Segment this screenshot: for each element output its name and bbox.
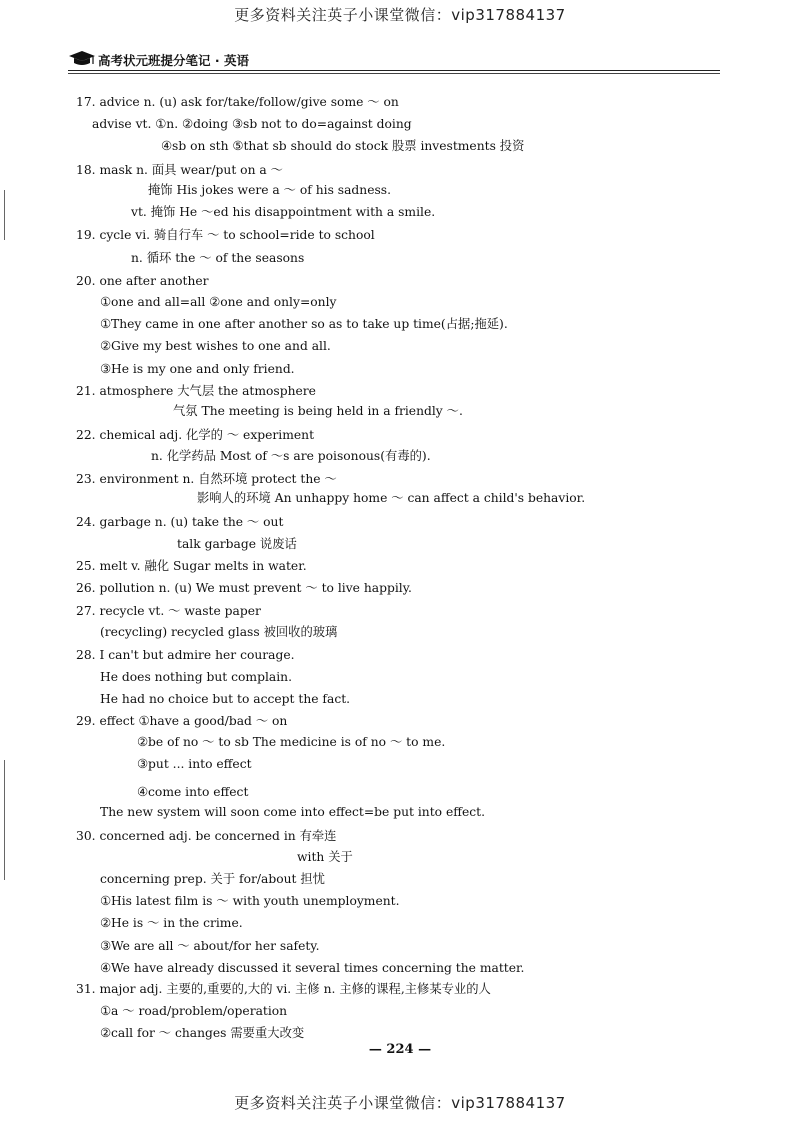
entry-line: 30. concerned adj. be concerned in 有牵连 xyxy=(76,829,337,843)
entry-line: 26. pollution n. (u) We must prevent ～ to live happily. xyxy=(76,581,412,595)
entry-line: 31. major adj. 主要的,重要的,大的 vi. 主修 n. 主修的课程,主修某专业的人 xyxy=(76,982,491,996)
entry-line: ③We are all ～ about/for her safety. xyxy=(100,939,320,953)
entry-line: The new system will soon come into effect=be put into effect. xyxy=(100,805,485,819)
entry-line: 20. one after another xyxy=(76,274,209,288)
watermark-top: 更多资料关注英子小课堂微信：vip317884137 xyxy=(234,6,566,24)
entry-line: talk garbage 说废话 xyxy=(177,537,297,551)
entry-line: 19. cycle vi. 骑自行车 ～ to school=ride to school xyxy=(76,228,375,242)
entry-line: 影响人的环境 An unhappy home ～ can affect a child's behavior. xyxy=(197,491,586,505)
entry-line: 气氛 The meeting is being held in a friendly ～. xyxy=(173,404,463,418)
header-title: 高考状元班提分笔记 · 英语 xyxy=(98,53,249,68)
entry-line: ④come into effect xyxy=(137,785,249,799)
entry-line: ①His latest film is ～ with youth unemployment. xyxy=(100,894,400,908)
entry-line: n. 化学药品 Most of ～s are poisonous(有毒的). xyxy=(151,449,431,463)
entry-line: ①a ～ road/problem/operation xyxy=(100,1004,288,1018)
entry-line: 27. recycle vt. ～ waste paper xyxy=(76,604,261,618)
page-header xyxy=(68,48,720,74)
entry-line: concerning prep. 关于 for/about 担忧 xyxy=(100,872,325,886)
entry-line: 29. effect ①have a good/bad ～ on xyxy=(76,714,288,728)
entry-line: advise vt. ①n. ②doing ③sb not to do=against doing xyxy=(92,117,412,131)
entry-line: 22. chemical adj. 化学的 ～ experiment xyxy=(76,428,315,442)
entry-line: (recycling) recycled glass 被回收的玻璃 xyxy=(100,625,338,639)
entry-line: 23. environment n. 自然环境 protect the ～ xyxy=(76,472,337,486)
entry-line: vt. 掩饰 He ～ed his disappointment with a smile. xyxy=(131,205,436,219)
entry-line: 掩饰 His jokes were a ～ of his sadness. xyxy=(148,183,392,197)
entry-line: ②call for ～ changes 需要重大改变 xyxy=(100,1026,305,1040)
entry-line: ①one and all=all ②one and only=only xyxy=(100,295,337,309)
entry-line: He had no choice but to accept the fact. xyxy=(100,692,351,706)
entry-line: ④We have already discussed it several times concerning the matter. xyxy=(100,961,525,975)
scan-margin-mark xyxy=(4,190,5,240)
header-rule-thin xyxy=(68,73,720,74)
entry-line: n. 循环 the ～ of the seasons xyxy=(131,251,305,265)
entry-line: with 关于 xyxy=(297,850,353,864)
entry-line: 18. mask n. 面具 wear/put on a ～ xyxy=(76,163,283,177)
entry-line: ②be of no ～ to sb The medicine is of no ～ to me. xyxy=(137,735,446,749)
watermark-bottom: 更多资料关注英子小课堂微信：vip317884137 xyxy=(234,1094,566,1112)
entry-line: ②Give my best wishes to one and all. xyxy=(100,339,331,353)
entry-line: ④sb on sth ⑤that sb should do stock 股票 investments 投资 xyxy=(161,139,525,153)
page-number: — 224 — xyxy=(368,1042,432,1057)
entry-line: 17. advice n. (u) ask for/take/follow/give some ～ on xyxy=(76,95,399,109)
entry-line: ③put ... into effect xyxy=(137,757,252,771)
entry-line: 28. I can't but admire her courage. xyxy=(76,648,295,662)
entry-line: ②He is ～ in the crime. xyxy=(100,916,243,930)
scan-margin-mark xyxy=(4,760,5,880)
entry-line: 25. melt v. 融化 Sugar melts in water. xyxy=(76,559,307,573)
entry-line: 21. atmosphere 大气层 the atmosphere xyxy=(76,384,316,398)
header-rule xyxy=(68,70,720,71)
graduation-cap-icon xyxy=(68,50,96,72)
entry-line: He does nothing but complain. xyxy=(100,670,292,684)
entry-line: 24. garbage n. (u) take the ～ out xyxy=(76,515,284,529)
entry-line: ①They came in one after another so as to take up time(占据;拖延). xyxy=(100,317,508,331)
entry-line: ③He is my one and only friend. xyxy=(100,362,295,376)
